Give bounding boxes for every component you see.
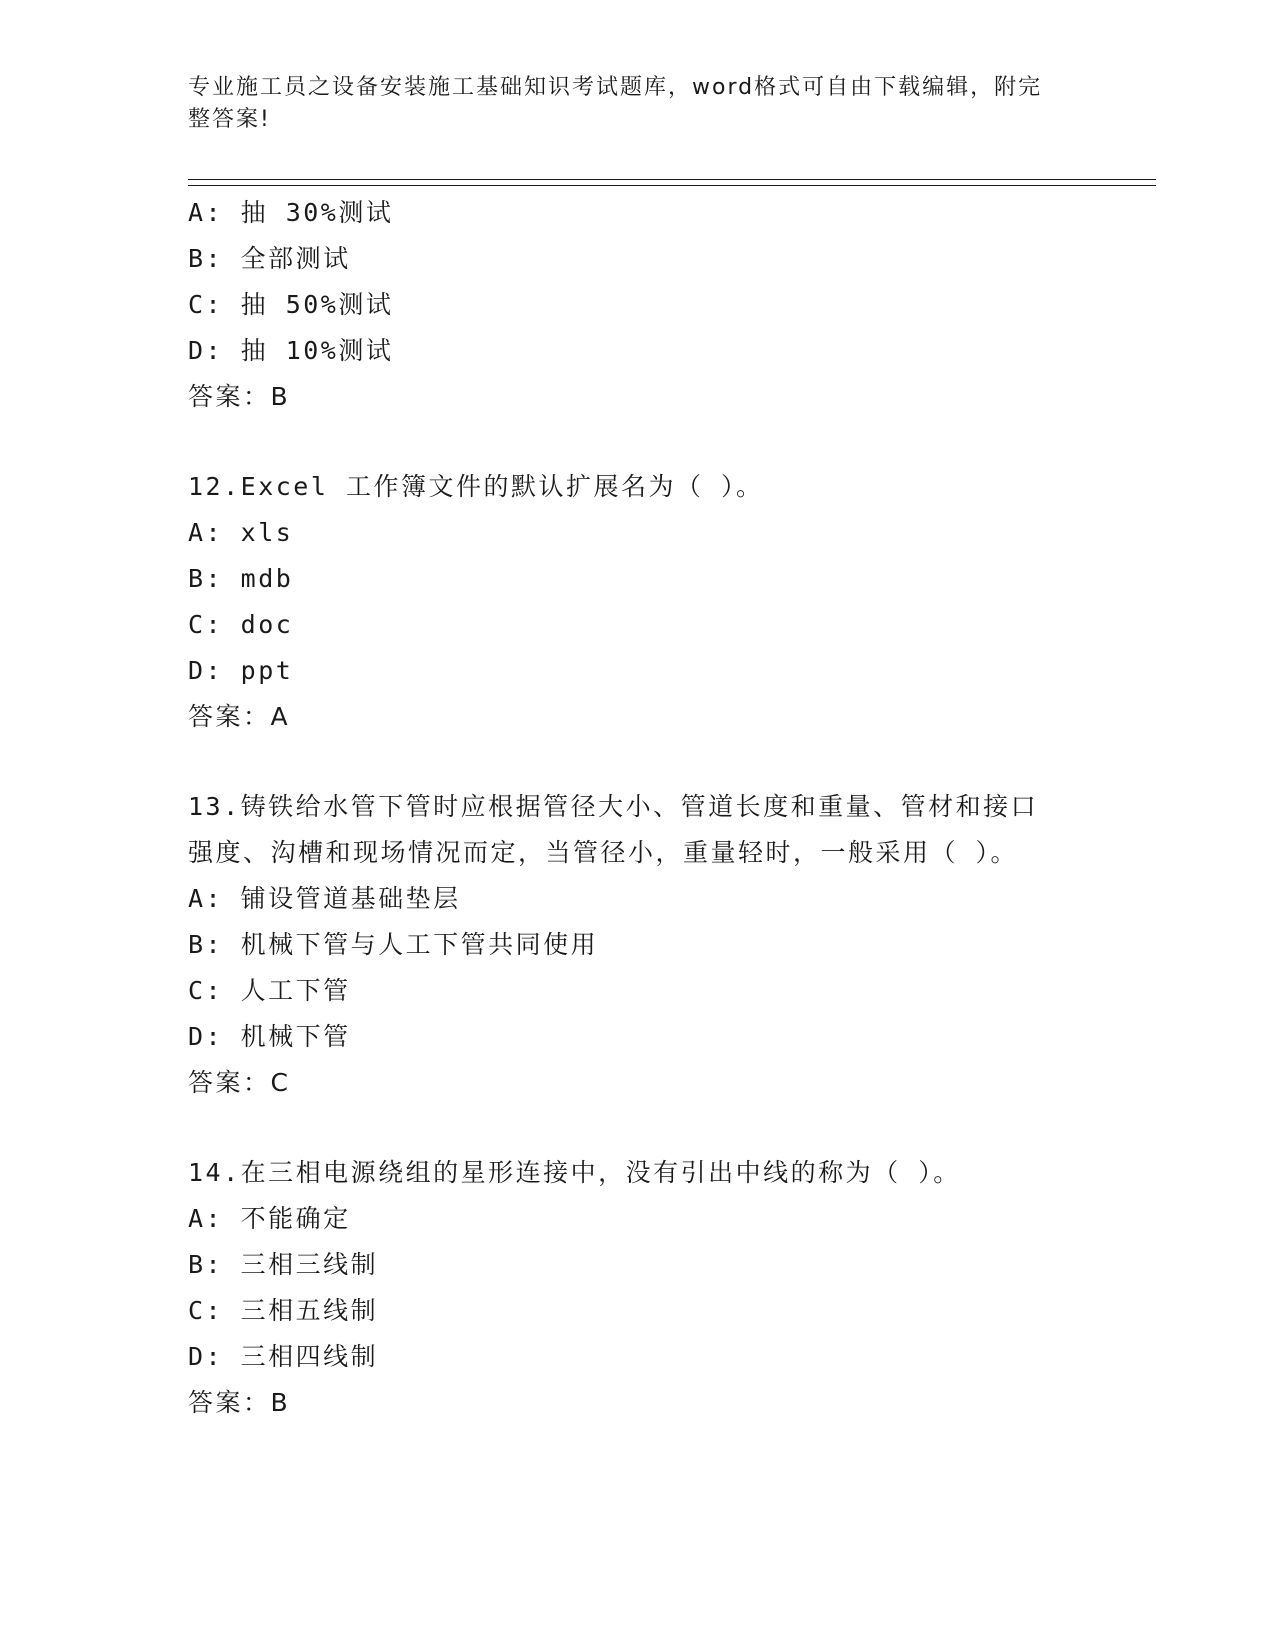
question-12 [188, 464, 1156, 740]
option-b: B: 全部测试 [188, 244, 351, 273]
header-line-1: 专业施工员之设备安装施工基础知识考试题库，word格式可自由下载编辑，附完 [188, 75, 1043, 100]
header-divider [188, 179, 1156, 186]
option-c: C: 人工下管 [188, 976, 351, 1005]
option-b: B: mdb [188, 564, 294, 593]
header-line-2: 整答案! [188, 107, 271, 132]
question-11 [188, 190, 1156, 420]
option-b: B: 三相三线制 [188, 1250, 379, 1279]
option-d: D: 抽 10%测试 [188, 336, 394, 365]
answer: 答案：B [188, 382, 291, 411]
question-13 [188, 784, 1156, 1106]
option-a: A: xls [188, 518, 294, 547]
question-text-line-2: 强度、沟槽和现场情况而定，当管径小，重量轻时，一般采用（ ）。 [188, 838, 1019, 867]
option-a: A: 不能确定 [188, 1204, 351, 1233]
answer: 答案：C [188, 1068, 291, 1097]
option-d: D: 三相四线制 [188, 1342, 379, 1371]
option-c: C: 三相五线制 [188, 1296, 379, 1325]
option-b: B: 机械下管与人工下管共同使用 [188, 930, 599, 959]
option-d: D: 机械下管 [188, 1022, 351, 1051]
answer: 答案：B [188, 1388, 291, 1417]
option-c: C: 抽 50%测试 [188, 290, 394, 319]
question-text: 14.在三相电源绕组的星形连接中，没有引出中线的称为（ ）。 [188, 1158, 961, 1187]
question-text-line-1: 13.铸铁给水管下管时应根据管径大小、管道长度和重量、管材和接口 [188, 792, 1039, 821]
question-text: 12.Excel 工作簿文件的默认扩展名为（ ）。 [188, 472, 764, 501]
question-list [188, 190, 1156, 1426]
question-14 [188, 1150, 1156, 1426]
option-c: C: doc [188, 610, 294, 639]
option-a: A: 抽 30%测试 [188, 198, 394, 227]
option-a: A: 铺设管道基础垫层 [188, 884, 461, 913]
option-d: D: ppt [188, 656, 294, 685]
document-header [188, 72, 1068, 136]
answer: 答案：A [188, 702, 291, 731]
